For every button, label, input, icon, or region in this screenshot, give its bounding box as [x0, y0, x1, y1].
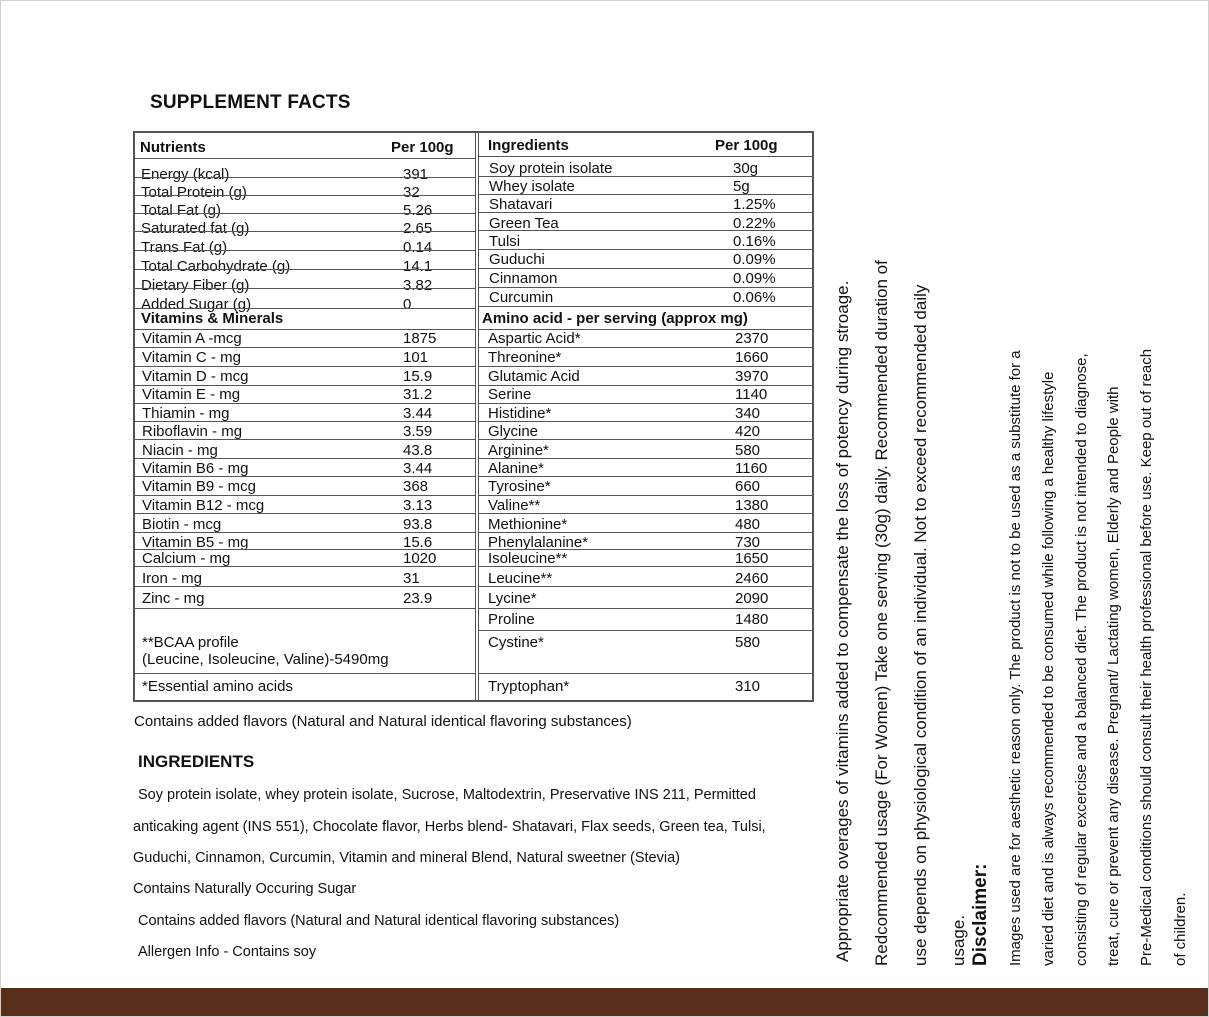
vitamin-name: Vitamin C - mg — [142, 349, 241, 366]
disclaimer-line: treat, cure or prevent any disease. Pregnant/ Lactating women, Elderly and People with — [1105, 386, 1122, 966]
table-row-divider — [479, 566, 812, 567]
table-row-divider — [135, 673, 475, 674]
table-row-divider — [479, 403, 812, 404]
table-row-divider — [479, 532, 812, 533]
table-row-divider — [479, 268, 812, 269]
amino-acid-name: Arginine* — [488, 442, 549, 459]
vitamin-name: Thiamin - mg — [142, 405, 230, 422]
amino-acid-name: Alanine* — [488, 460, 544, 477]
ingredient-name: Tulsi — [489, 233, 521, 250]
nutrient-name: Total Fat (g) — [141, 202, 222, 219]
table-row-divider — [479, 347, 812, 348]
usage-line: Redcommended usage (For Women) Take one serving (30g) daily. Recommended duration of — [872, 260, 891, 966]
bcaa-profile-values: (Leucine, Isoleucine, Valine)-5490mg — [142, 651, 389, 668]
table-row-divider — [479, 306, 812, 307]
ingredient-value: 0.06% — [733, 289, 776, 306]
ingredients-header: Ingredients — [488, 137, 569, 154]
table-row-divider — [479, 212, 812, 213]
vitamin-name: Biotin - mcg — [142, 516, 222, 533]
amino-acid-name: Serine — [488, 386, 532, 403]
overages-note: Appropriate overages of vitamins added to compensate the loss of potency during stroage. — [833, 280, 852, 962]
usage-line: use depends on physiological condition of an individual. Not to exceed recommended daily — [911, 284, 930, 966]
amino-acid-value: 3970 — [735, 368, 769, 385]
disclaimer-line: Images used are for aesthetic reason only. The product is not to be used as a substitute for a — [1007, 350, 1024, 966]
vitamin-value: 31.2 — [403, 386, 433, 403]
table-row-divider — [479, 230, 812, 231]
amino-acid-value: 580 — [735, 634, 761, 651]
vitamin-value: 3.44 — [403, 405, 433, 422]
nutrient-value: 32 — [403, 184, 420, 201]
table-row-divider — [135, 513, 475, 514]
amino-acid-name: Methionine* — [488, 516, 568, 533]
table-row-divider — [135, 403, 475, 404]
nutrient-name: Saturated fat (g) — [141, 220, 250, 237]
vitamins-minerals-header: Vitamins & Minerals — [141, 310, 284, 327]
allergen-info: Allergen Info - Contains soy — [138, 944, 317, 960]
table-row-divider — [135, 329, 475, 330]
nutrient-value: 14.1 — [403, 258, 433, 275]
nutrient-name: Trans Fat (g) — [141, 239, 228, 256]
amino-acid-value: 730 — [735, 534, 761, 551]
ingredient-value: 0.09% — [733, 270, 776, 287]
vitamin-value: 3.13 — [403, 497, 433, 514]
table-row-divider — [479, 156, 812, 157]
amino-acid-value: 2370 — [735, 330, 769, 347]
nutrients-per-100g-header: Per 100g — [391, 139, 454, 156]
nutrient-value: 0.14 — [403, 239, 433, 256]
table-row-divider — [479, 608, 812, 609]
nutrient-value: 391 — [403, 166, 429, 183]
essential-amino-acids-note: *Essential amino acids — [142, 678, 293, 695]
amino-acid-name: Threonine* — [488, 349, 562, 366]
disclaimer-title: Disclaimer: — [970, 863, 991, 966]
table-row-divider — [135, 250, 475, 251]
vitamin-value: 43.8 — [403, 442, 433, 459]
table-row-divider — [135, 269, 475, 270]
disclaimer-line: consisting of regular excercise and a balanced diet. The product is not intended to diagnose, — [1073, 353, 1090, 966]
supplement-facts-table — [133, 131, 814, 702]
vitamin-value: 1020 — [403, 550, 437, 567]
table-row-divider — [479, 329, 812, 330]
table-row-divider — [135, 476, 475, 477]
amino-acid-name: Tryptophan* — [488, 678, 570, 695]
ingredient-name: Whey isolate — [489, 178, 575, 195]
table-row-divider — [135, 532, 475, 533]
ingredients-per-100g-header: Per 100g — [715, 137, 778, 154]
ingredient-name: Shatavari — [489, 196, 553, 213]
nutrient-name: Energy (kcal) — [141, 166, 230, 183]
nutrient-name: Total Carbohydrate (g) — [141, 258, 291, 275]
table-row-divider — [479, 176, 812, 177]
vitamin-value: 15.9 — [403, 368, 433, 385]
disclaimer-line: Pre-Medical conditions should consult their health professional before use. Keep out of reach — [1138, 348, 1155, 966]
amino-acid-name: Histidine* — [488, 405, 552, 422]
vitamin-value: 3.59 — [403, 423, 433, 440]
table-column-divider — [475, 133, 479, 700]
amino-acid-name: Phenylalanine* — [488, 534, 589, 551]
bcaa-profile-label: **BCAA profile — [142, 634, 239, 651]
supplement-facts-title: SUPPLEMENT FACTS — [150, 92, 351, 113]
vitamin-value: 1875 — [403, 330, 437, 347]
amino-acid-value: 1380 — [735, 497, 769, 514]
naturally-occuring-sugar-note: Contains Naturally Occuring Sugar — [133, 881, 357, 897]
amino-acid-name: Proline — [488, 611, 535, 628]
vitamin-name: Zinc - mg — [142, 590, 205, 607]
ingredient-value: 0.16% — [733, 233, 776, 250]
nutrients-header: Nutrients — [140, 139, 206, 156]
table-row-divider — [479, 549, 812, 550]
table-row-divider — [135, 608, 475, 609]
nutrient-value: 5.26 — [403, 202, 433, 219]
ingredients-line: Soy protein isolate, whey protein isolate, Sucrose, Maltodextrin, Preservative INS 211, Permitted — [138, 787, 756, 803]
table-row-divider — [479, 385, 812, 386]
ingredient-name: Soy protein isolate — [489, 160, 613, 177]
vitamin-name: Vitamin B6 - mg — [142, 460, 249, 477]
nutrient-value: 3.82 — [403, 277, 433, 294]
table-row-divider — [135, 158, 475, 159]
amino-acid-value: 660 — [735, 478, 761, 495]
nutrient-name: Added Sugar (g) — [141, 296, 252, 313]
table-row-divider — [479, 287, 812, 288]
nutrient-name: Total Protein (g) — [141, 184, 247, 201]
table-row-divider — [135, 385, 475, 386]
amino-acid-name: Isoleucine** — [488, 550, 568, 567]
amino-acid-value: 1660 — [735, 349, 769, 366]
vitamin-name: Vitamin B9 - mcg — [142, 478, 256, 495]
amino-acid-name: Valine** — [488, 497, 541, 514]
usage-line: usage. — [949, 914, 968, 966]
vitamin-name: Vitamin B5 - mg — [142, 534, 249, 551]
ingredients-title: INGREDIENTS — [138, 752, 255, 771]
vitamin-name: Vitamin A -mcg — [142, 330, 242, 347]
nutrient-name: Dietary Fiber (g) — [141, 277, 250, 294]
vitamin-value: 368 — [403, 478, 429, 495]
amino-acid-value: 480 — [735, 516, 761, 533]
table-row-divider — [479, 476, 812, 477]
ingredients-line: anticaking agent (INS 551), Chocolate flavor, Herbs blend- Shatavari, Flax seeds, Green tea, Tulsi, — [133, 819, 766, 835]
vitamin-name: Calcium - mg — [142, 550, 231, 567]
footer-bar — [1, 988, 1208, 1016]
table-row-divider — [479, 366, 812, 367]
ingredient-value: 5g — [733, 178, 750, 195]
vitamin-name: Vitamin E - mg — [142, 386, 241, 403]
amino-acid-value: 420 — [735, 423, 761, 440]
table-row-divider — [135, 347, 475, 348]
amino-acid-value: 580 — [735, 442, 761, 459]
vitamin-value: 23.9 — [403, 590, 433, 607]
ingredient-value: 0.09% — [733, 251, 776, 268]
table-row-divider — [135, 421, 475, 422]
table-row-divider — [135, 231, 475, 232]
table-row-divider — [135, 366, 475, 367]
vitamin-value: 3.44 — [403, 460, 433, 477]
table-row-divider — [479, 421, 812, 422]
vitamin-name: Riboflavin - mg — [142, 423, 243, 440]
vitamin-value: 31 — [403, 570, 420, 587]
vitamin-name: Vitamin B12 - mcg — [142, 497, 265, 514]
amino-acid-value: 2460 — [735, 570, 769, 587]
ingredients-line: Guduchi, Cinnamon, Curcumin, Vitamin and mineral Blend, Natural sweetner (Stevia) — [133, 850, 680, 866]
amino-acid-value: 310 — [735, 678, 761, 695]
table-row-divider — [135, 288, 475, 289]
table-row-divider — [479, 586, 812, 587]
table-row-divider — [135, 177, 475, 178]
table-row-divider — [479, 194, 812, 195]
ingredient-name: Cinnamon — [489, 270, 558, 287]
amino-acid-header: Amino acid - per serving (approx mg) — [482, 310, 748, 327]
table-row-divider — [479, 673, 812, 674]
table-row-divider — [135, 495, 475, 496]
amino-acid-value: 340 — [735, 405, 761, 422]
table-row-divider — [135, 566, 475, 567]
ingredient-name: Green Tea — [489, 215, 559, 232]
disclaimer-line: of children. — [1172, 892, 1189, 966]
vitamin-name: Vitamin D - mcg — [142, 368, 249, 385]
vitamin-name: Iron - mg — [142, 570, 203, 587]
amino-acid-value: 1480 — [735, 611, 769, 628]
amino-acid-name: Glutamic Acid — [488, 368, 580, 385]
vitamin-value: 93.8 — [403, 516, 433, 533]
table-row-divider — [135, 308, 475, 309]
vitamin-value: 101 — [403, 349, 429, 366]
table-row-divider — [135, 213, 475, 214]
table-row-divider — [135, 586, 475, 587]
flavors-note: Contains added flavors (Natural and Natural identical flavoring substances) — [134, 713, 632, 730]
vitamin-name: Niacin - mg — [142, 442, 218, 459]
table-row-divider — [135, 458, 475, 459]
amino-acid-name: Cystine* — [488, 634, 544, 651]
table-row-divider — [479, 630, 812, 631]
ingredient-name: Curcumin — [489, 289, 554, 306]
added-flavors-note: Contains added flavors (Natural and Natural identical flavoring substances) — [138, 913, 620, 929]
amino-acid-name: Tyrosine* — [488, 478, 551, 495]
table-row-divider — [135, 195, 475, 196]
amino-acid-name: Glycine — [488, 423, 539, 440]
amino-acid-value: 2090 — [735, 590, 769, 607]
amino-acid-name: Aspartic Acid* — [488, 330, 581, 347]
vitamin-value: 15.6 — [403, 534, 433, 551]
table-row-divider — [135, 549, 475, 550]
disclaimer-line: varied diet and is always recommended to be consumed while following a healthy lifestyle — [1040, 371, 1057, 966]
table-row-divider — [479, 513, 812, 514]
ingredient-value: 1.25% — [733, 196, 776, 213]
amino-acid-name: Lycine* — [488, 590, 537, 607]
ingredient-name: Guduchi — [489, 251, 545, 268]
table-row-divider — [479, 249, 812, 250]
ingredient-value: 0.22% — [733, 215, 776, 232]
amino-acid-value: 1650 — [735, 550, 769, 567]
amino-acid-value: 1160 — [735, 460, 768, 477]
amino-acid-name: Leucine** — [488, 570, 553, 587]
table-row-divider — [135, 439, 475, 440]
table-row-divider — [479, 495, 812, 496]
amino-acid-value: 1140 — [735, 386, 768, 403]
nutrient-value: 0 — [403, 296, 412, 313]
nutrient-value: 2.65 — [403, 220, 433, 237]
table-row-divider — [479, 439, 812, 440]
ingredient-value: 30g — [733, 160, 759, 177]
table-row-divider — [479, 458, 812, 459]
